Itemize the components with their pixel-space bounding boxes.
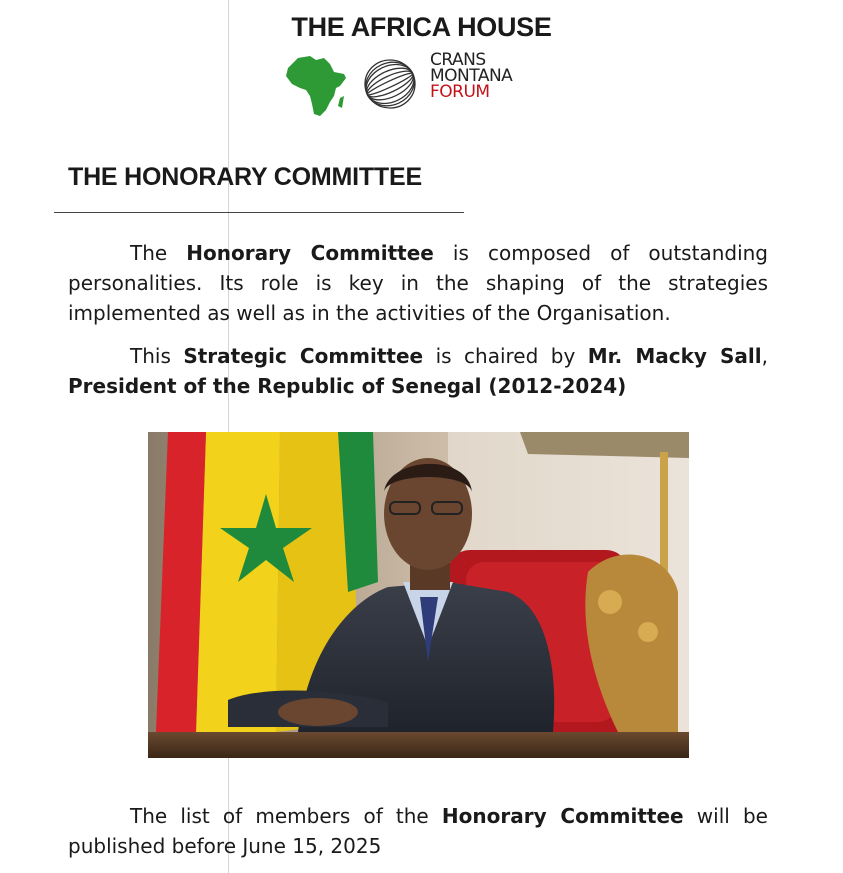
crans-montana-forum-wordmark <box>430 52 512 100</box>
brand-title: THE AFRICA HOUSE <box>291 12 552 42</box>
closing-paragraph: The list of members of the Honorary Committee will be published before June 15, 2025 <box>68 804 768 858</box>
chair-name: Mr. Macky Sall <box>587 344 762 368</box>
logo-text-crans: CRANS <box>430 50 486 70</box>
intro-paragraph: The Honorary Committee is composed of outstanding personalities. Its role is key in the shaping of the strategies implemented as well as in the activities of the Organisation. <box>68 241 768 325</box>
chair-paragraph: This Strategic Committee is chaired by Mr. Macky Sall, President of the Republic of Senegal (2012-2024) <box>68 344 768 398</box>
honorary-committee-term: Honorary Committee <box>186 241 434 265</box>
africa-map-icon <box>284 54 348 120</box>
logo-text-montana: MONTANA <box>430 66 513 86</box>
title-underline <box>54 212 464 213</box>
chair-title: President of the Republic of Senegal (2012-2024) <box>68 374 627 398</box>
globe-logo-icon <box>360 56 420 112</box>
section-title: THE HONORARY COMMITTEE <box>68 163 422 191</box>
honorary-committee-term-2: Honorary Committee <box>441 804 684 828</box>
logo-text-forum: FORUM <box>430 82 490 102</box>
desk <box>148 732 689 758</box>
portrait-photo <box>148 432 689 758</box>
strategic-committee-term: Strategic Committee <box>183 344 424 368</box>
logo-row <box>284 52 544 124</box>
